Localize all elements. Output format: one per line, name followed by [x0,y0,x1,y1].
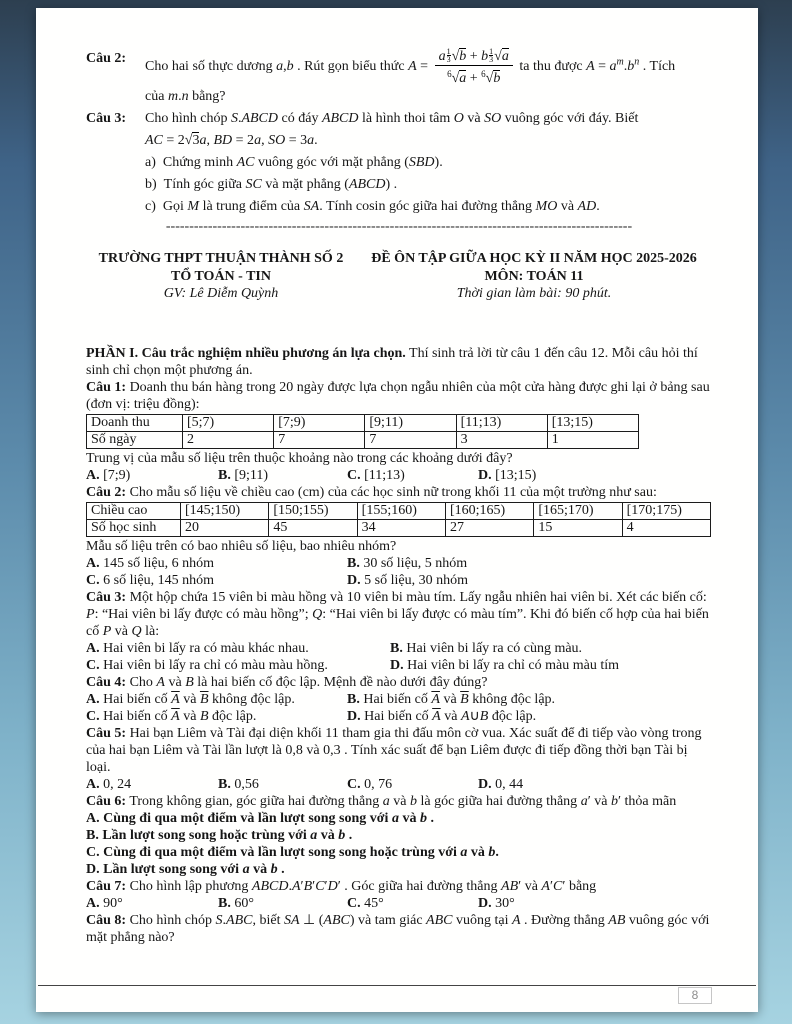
option-1d [478,467,712,484]
option-1b [218,467,347,484]
option-3b [390,640,712,657]
prev-question-3 [86,108,712,218]
option-letter: D. [478,776,492,792]
option-text: 0, 76 [364,776,393,792]
question-6 [86,793,712,810]
teacher-name: GV: Lê Diễm Quỳnh [163,286,279,301]
page-number: 8 [678,987,712,1004]
document-page [36,8,758,1012]
option-text: Hai biến cố $\overline{A}$ và B độc lập. [103,708,257,724]
table-cell: [155;160) [357,502,445,519]
question-7 [86,878,712,895]
prev-question-3-line2: AC = 2√3a, BD = 2a, SO = 3a. [145,133,318,148]
option-letter: C. [86,572,100,588]
section-separator: ---------------------------------------------------------------------------------------------------- [165,219,633,234]
part-1-section [86,345,712,946]
table-row [87,431,639,448]
table-cell: 34 [357,519,445,536]
school-block [86,250,356,303]
option-3c [86,657,390,674]
option-5d [478,776,712,793]
question-3-body: Một hộp chứa 15 viên bi màu hồng và 10 viên bi màu tím. Lấy ngẫu nhiên hai viên bi. Xét các biến cố: P: “Hai viên bi lấy được có màu hồng”; Q: “Hai viên bi lấy được có màu tím”. Khi đó biến cố hợp của hai biến cố P và Q là: [86,589,709,639]
option-1c [347,467,478,484]
option-7d [478,895,712,912]
prev-question-2-body [145,48,712,108]
question-1-body: Doanh thu bán hàng trong 20 ngày được lựa chọn ngẫu nhiên của một cửa hàng được ghi lại ở bảng sau (đơn vị: triệu đồng): [86,379,710,412]
part-1-heading [86,345,712,379]
prev-question-2 [86,48,712,108]
table-cell: [13;15) [547,414,638,431]
table-cell: [9;11) [365,414,456,431]
option-letter: B. [347,691,360,707]
question-1 [86,379,712,413]
option-letter: B. [347,555,360,571]
option-text: [11;13) [364,467,405,483]
option-letter: C. [86,844,100,860]
table-cell: 15 [534,519,622,536]
part-1-heading-rest: Thí sinh trả lời từ câu 1 đến câu 12. Mỗi câu hỏi thí sinh chỉ chọn một phương án. [86,345,698,378]
prev-question-3-line1: Cho hình chóp S.ABCD có đáy ABCD là hình thoi tâm O và SO vuông góc với đáy. Biết [145,111,639,126]
option-6d [86,861,712,878]
table-cell: 45 [269,519,357,536]
option-7b [218,895,347,912]
exam-subject: MÔN: TOÁN 11 [484,268,584,284]
option-letter: A. [86,691,100,707]
option-letter: B. [218,467,231,483]
table-cell: [165;170) [534,502,622,519]
option-text: 5 số liệu, 30 nhóm [364,572,468,588]
table-cell: [7;9) [274,414,365,431]
question-5 [86,725,712,776]
option-text: 0,56 [234,776,259,792]
option-letter: A. [86,895,100,911]
option-text: Lần lượt song song với a và b . [103,861,285,877]
option-7c [347,895,478,912]
question-4 [86,674,712,691]
question-2 [86,484,712,501]
option-7a [86,895,218,912]
footer-rule [38,985,756,986]
option-text: [9;11) [234,467,269,483]
option-text: Hai biến cố $\overline{A}$ và $\overline{B}$ không độc lập. [363,691,556,707]
previous-part-section [86,48,712,236]
option-text: 145 số liệu, 6 nhóm [103,555,214,571]
option-text: 45° [364,895,384,911]
table-row [87,519,711,536]
question-2-label: Câu 2: [86,484,127,500]
option-6a [86,810,712,827]
option-letter: D. [478,895,492,911]
option-6c [86,844,712,861]
table-cell: [170;175) [622,502,710,519]
prev-question-3-label: Câu 3: [86,111,127,126]
table-cell: 1 [547,431,638,448]
option-4b [347,691,712,708]
table-row [87,414,639,431]
exam-title-block [356,250,712,303]
option-text: Cùng đi qua một điểm và lần lượt song song hoặc trùng với a và b. [103,844,499,860]
option-2d [347,572,712,589]
table-cell: 2 [183,431,274,448]
option-letter: A. [86,640,100,656]
table-cell: [160;165) [445,502,533,519]
option-3d [390,657,712,674]
question-2-table [86,502,711,537]
option-letter: B. [218,895,231,911]
question-8-label: Câu 8: [86,912,127,928]
table-cell: 3 [456,431,547,448]
question-8-body: Cho hình chóp S.ABC, biết SA ⊥ (ABC) và tam giác ABC vuông tại A . Đường thẳng AB vuông góc với mặt phẳng nào? [86,912,710,945]
option-4c [86,708,347,725]
option-5b [218,776,347,793]
option-letter: B. [86,827,99,843]
question-5-body: Hai bạn Liêm và Tài đại diện khối 11 tham gia thi đấu môn cờ vua. Xác suất để đi tiếp vào vòng trong của hai bạn Liêm và Tài lần lượt là 0,8 và 0,3 . Tính xác suất để bạn Liêm được đi tiếp đồng thời bạn Tài bị loại. [86,725,702,775]
prev-question-2-line2: của m.n bằng? [145,89,226,104]
option-letter: A. [86,467,100,483]
option-text: [13;15) [495,467,537,483]
question-7-body: Cho hình lập phương ABCD.A′B′C′D′ . Góc giữa hai đường thẳng AB′ và A′C′ bằng [129,878,597,894]
option-letter: D. [390,657,404,673]
prev-question-2-line1: Cho hai số thực dương a,b . Rút gọn biểu thức A = a $\frac{1}{3}$ √b + b $\frac{1}{3}$ √a $^6$√a + $^6$√b ta thu được $A = a^m.b^n$ . Tích [145,47,676,86]
prev-question-3-item-c: c) Gọi M là trung điểm của SA. Tính cosin góc giữa hai đường thẳng MO và AD. [145,199,600,214]
option-5a [86,776,218,793]
option-text: Cùng đi qua một điểm và lần lượt song song với a và b . [103,810,434,826]
question-2-body: Cho mẫu số liệu về chiều cao (cm) của các học sinh nữ trong khối 11 của một trường như sau: [129,484,657,500]
question-6-body: Trong không gian, góc giữa hai đường thẳng a và b là góc giữa hai đường thẳng a′ và b′ thỏa mãn [129,793,677,809]
question-3-label: Câu 3: [86,589,127,605]
question-7-options [86,895,712,912]
question-6-label: Câu 6: [86,793,127,809]
option-2b [347,555,712,572]
prev-question-3-body [145,108,712,218]
option-letter: D. [347,572,361,588]
option-letter: D. [347,708,361,724]
prev-question-3-item-a: a) Chứng minh AC vuông góc với mặt phẳng (SBD). [145,155,443,170]
option-text: 30 số liệu, 5 nhóm [363,555,468,571]
question-1-prompt: Trung vị của mẫu số liệu trên thuộc khoảng nào trong các khoảng dưới đây? [86,450,513,466]
option-text: Hai biến cố $\overline{A}$ và A∪B độc lập. [364,708,537,724]
option-letter: C. [347,467,361,483]
department-name: TỔ TOÁN - TIN [171,268,271,284]
table-cell: 27 [445,519,533,536]
part-1-heading-bold: PHẦN I. Câu trắc nghiệm nhiều phương án lựa chọn. [86,345,406,361]
table-cell: 7 [365,431,456,448]
option-4d [347,708,712,725]
table-cell: Doanh thu [87,414,183,431]
question-1-label: Câu 1: [86,379,127,395]
option-text: Hai viên bi lấy ra có cùng màu. [406,640,583,656]
option-text: [7;9) [103,467,131,483]
option-letter: C. [347,776,361,792]
table-cell: [150;155) [269,502,357,519]
option-3a [86,640,390,657]
question-3-options [86,640,712,674]
table-row [87,502,711,519]
table-cell: 20 [181,519,269,536]
option-text: 0, 44 [495,776,524,792]
option-5c [347,776,478,793]
table-cell: [11;13) [456,414,547,431]
table-cell: [5;7) [183,414,274,431]
option-letter: D. [86,861,100,877]
table-cell: Chiều cao [87,502,181,519]
option-letter: C. [86,708,100,724]
option-text: 0, 24 [103,776,132,792]
table-cell: 4 [622,519,710,536]
table-cell: 7 [274,431,365,448]
question-8 [86,912,712,946]
question-2-options [86,555,712,589]
option-letter: D. [478,467,492,483]
option-letter: A. [86,555,100,571]
question-1-options [86,467,712,484]
prev-question-2-label: Câu 2: [86,51,127,66]
option-6b [86,827,712,844]
question-5-label: Câu 5: [86,725,127,741]
option-text: 6 số liệu, 145 nhóm [103,572,214,588]
school-name: TRƯỜNG THPT THUẬN THÀNH SỐ 2 [98,251,344,266]
table-cell: Số học sinh [87,519,181,536]
option-text: Hai biến cố $\overline{A}$ và $\overline{B}$ không độc lập. [103,691,295,707]
option-letter: B. [218,776,231,792]
prev-question-3-item-b: b) Tính góc giữa SC và mặt phẳng (ABCD) . [145,177,398,192]
option-2c [86,572,347,589]
question-3 [86,589,712,640]
table-cell: Số ngày [87,431,183,448]
table-cell: [145;150) [181,502,269,519]
exam-header [86,250,712,303]
exam-duration: Thời gian làm bài: 90 phút. [456,286,612,301]
option-text: 60° [234,895,254,911]
exam-title: ĐỀ ÔN TẬP GIỮA HỌC KỲ II NĂM HỌC 2025-2026 [371,251,697,266]
option-text: Hai viên bi lấy ra có màu khác nhau. [103,640,309,656]
question-2-prompt: Mẫu số liệu trên có bao nhiêu số liệu, bao nhiêu nhóm? [86,538,397,554]
option-text: 30° [495,895,515,911]
question-4-body: Cho A và B là hai biến cố độc lập. Mệnh đề nào dưới đây đúng? [129,674,488,690]
option-text: 90° [103,895,123,911]
option-text: Hai viên bi lấy ra chỉ có màu màu tím [407,657,620,673]
option-1a [86,467,218,484]
option-2a [86,555,347,572]
question-4-label: Câu 4: [86,674,127,690]
option-letter: A. [86,776,100,792]
option-4a [86,691,347,708]
option-text: Hai viên bi lấy ra chỉ có màu màu hồng. [103,657,328,673]
question-7-label: Câu 7: [86,878,127,894]
question-1-table [86,414,639,449]
option-letter: C. [347,895,361,911]
option-text: Lần lượt song song hoặc trùng với a và b . [102,827,353,843]
option-letter: A. [86,810,100,826]
question-4-options [86,691,712,725]
option-letter: C. [86,657,100,673]
option-letter: B. [390,640,403,656]
question-5-options [86,776,712,793]
